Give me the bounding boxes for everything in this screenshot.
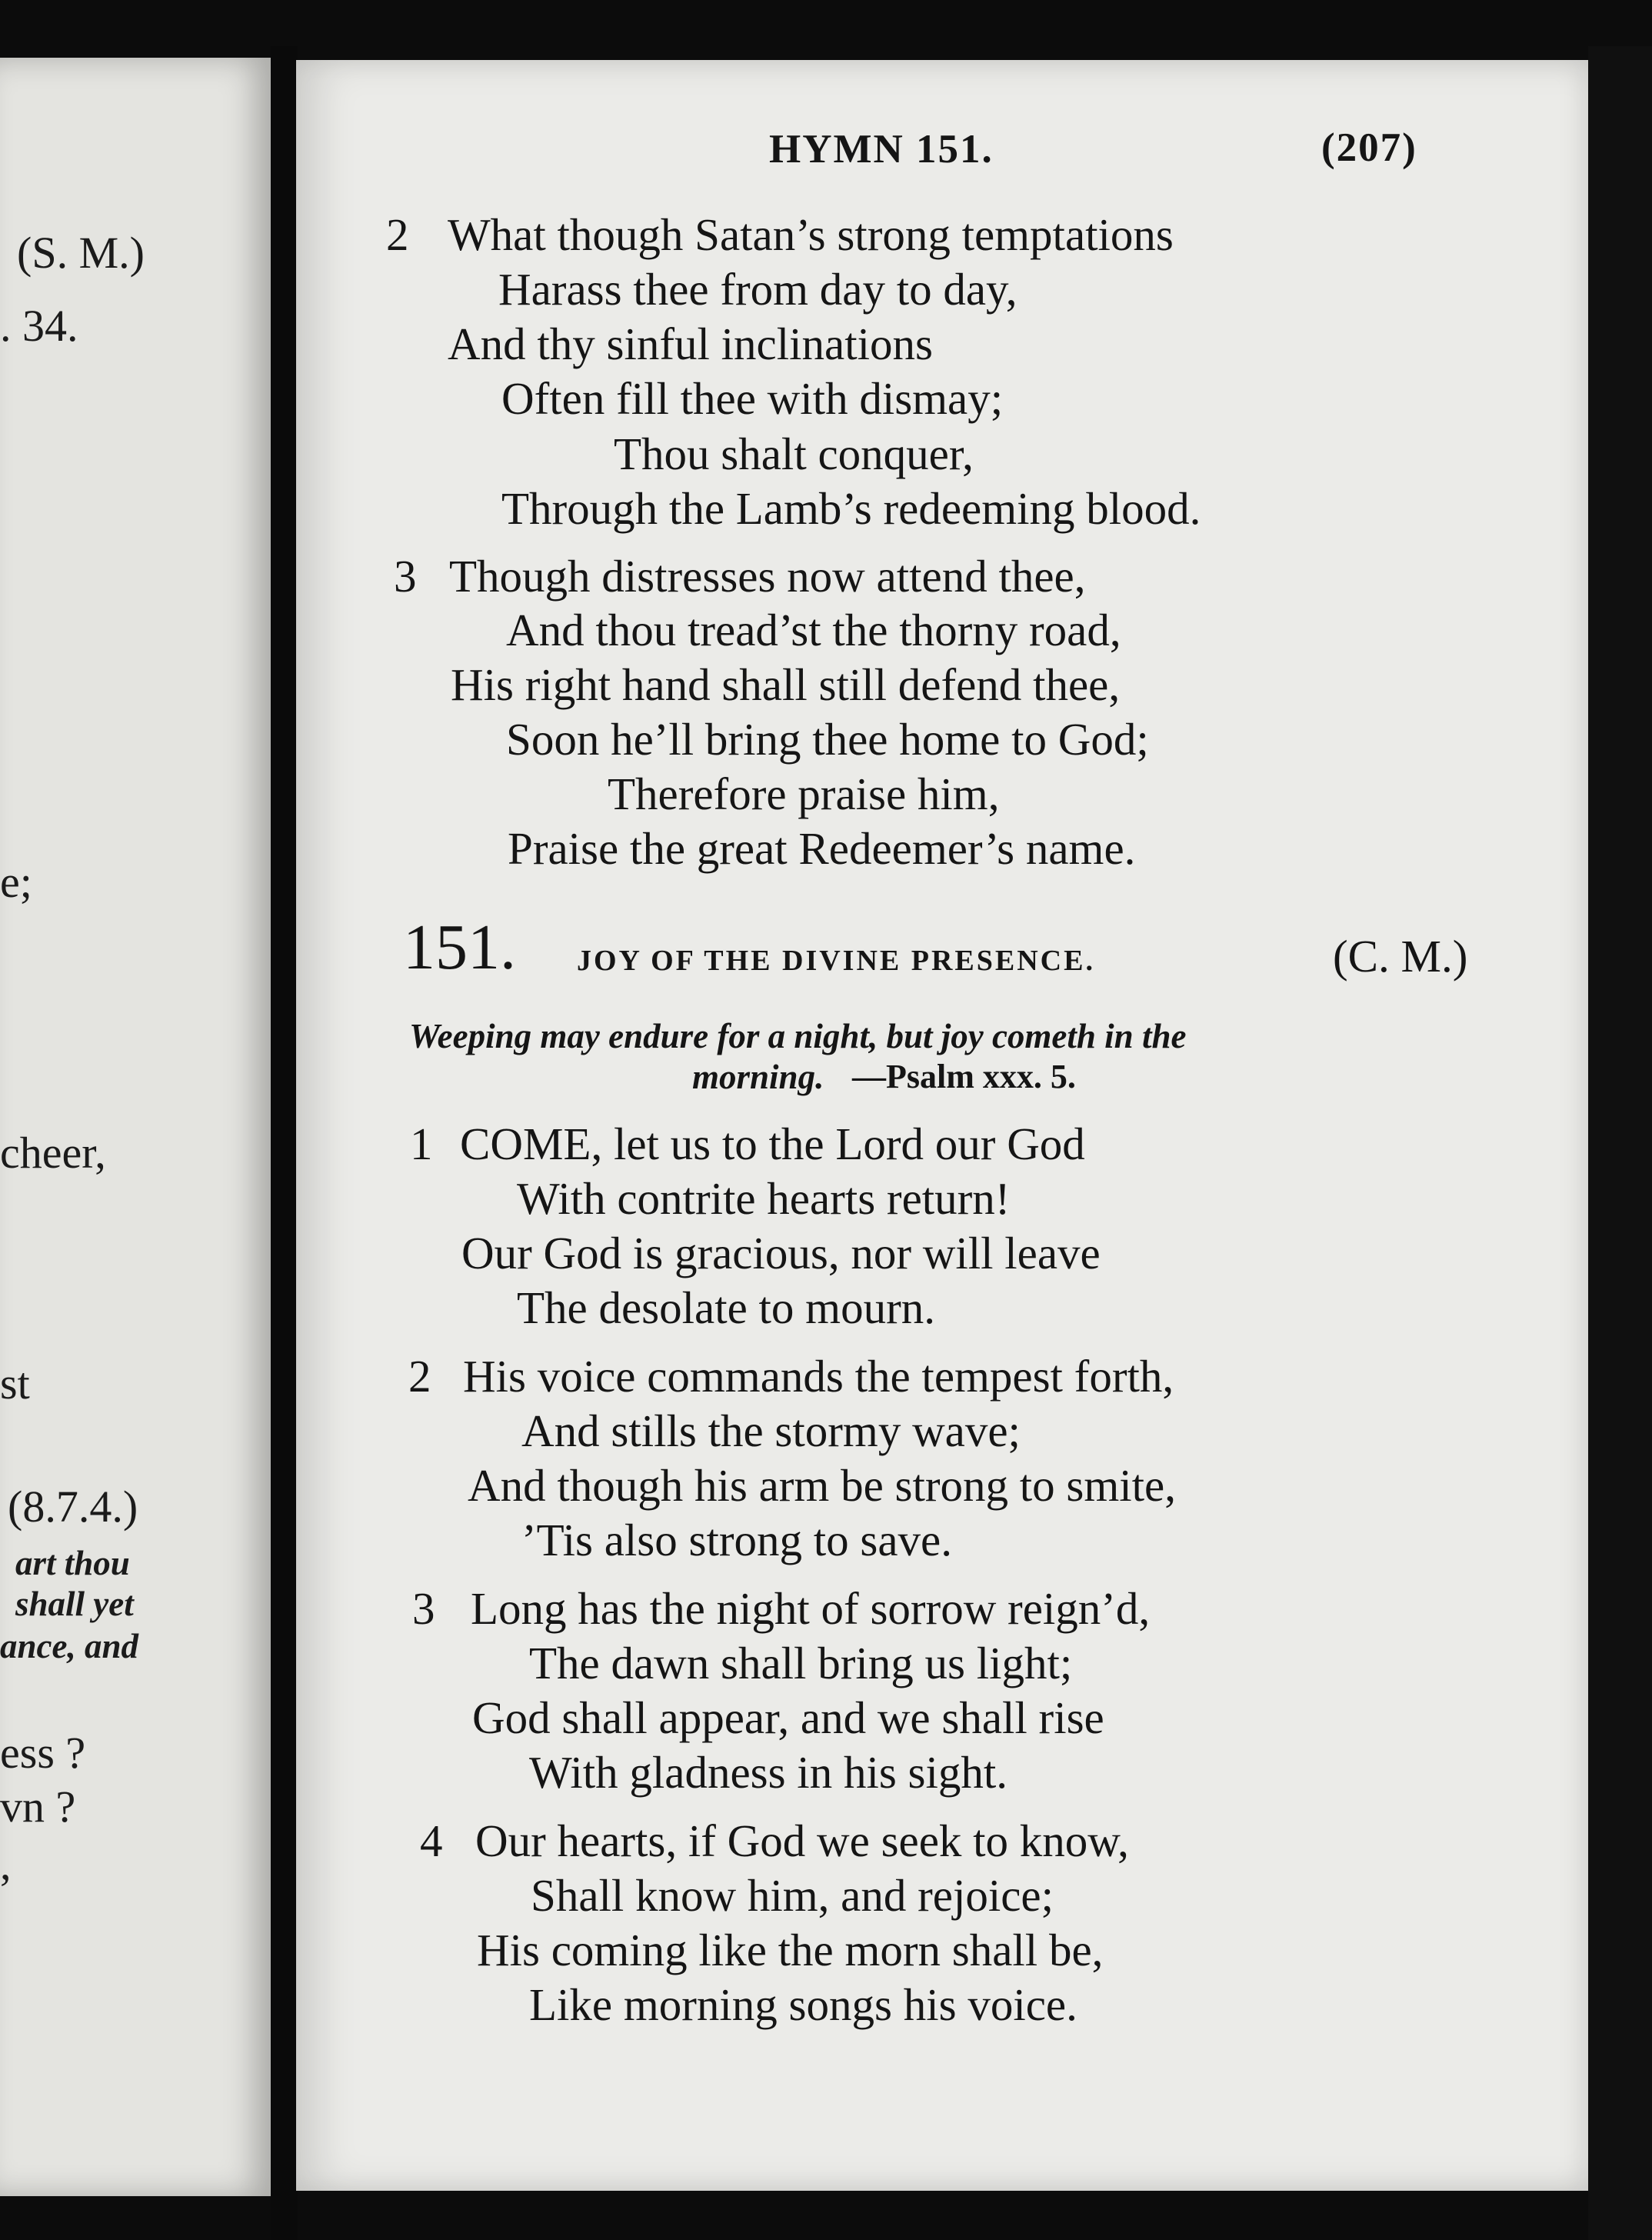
verse-line: And thy sinful inclinations — [448, 318, 933, 369]
page-edge-shadow — [1588, 46, 1652, 2240]
stanza-number: 2 — [408, 1351, 431, 1402]
verse-line: The desolate to mourn. — [517, 1282, 935, 1333]
hymn-title: JOY OF THE DIVINE PRESENCE. — [577, 945, 1095, 977]
epigraph-continuation: morning. — [692, 1058, 824, 1096]
stanza-number: 2 — [386, 209, 409, 260]
verse-line: With gladness in his sight. — [529, 1747, 1008, 1798]
epigraph-reference: —Psalm xxx. 5. — [852, 1058, 1076, 1095]
verse-line: With contrite hearts return! — [517, 1173, 1011, 1224]
verse-line: Like morning songs his voice. — [529, 1979, 1077, 2030]
verse-line: Our God is gracious, nor will leave — [461, 1228, 1101, 1278]
running-head: HYMN 151. — [769, 127, 994, 172]
verse-line: Though distresses now attend thee, — [449, 551, 1086, 602]
verse-line: His right hand shall still defend thee, — [451, 659, 1121, 710]
verse-line: God shall appear, and we shall rise — [472, 1692, 1104, 1743]
verse-line: Often fill thee with dismay; — [501, 373, 1004, 424]
verse-line: The dawn shall bring us light; — [529, 1638, 1073, 1688]
left-fragment-e: e; — [0, 857, 32, 907]
verse-line: Therefore praise him, — [608, 768, 1000, 819]
left-fragment-art-thou: art thou — [15, 1544, 130, 1582]
hymn-meter: (C. M.) — [1333, 931, 1468, 982]
stanza-number: 3 — [394, 551, 417, 602]
hymn-number: 151. — [403, 912, 516, 983]
verse-line: Shall know him, and rejoice; — [531, 1870, 1054, 1921]
verse-line: COME, let us to the Lord our God — [460, 1118, 1085, 1169]
verse-line: Harass thee from day to day, — [498, 264, 1018, 315]
left-fragment-ess: ess ? — [0, 1728, 86, 1778]
left-fragment-st: st — [0, 1358, 30, 1408]
verse-line: ’Tis also strong to save. — [521, 1515, 952, 1565]
book-spine — [271, 46, 298, 2240]
left-meter: (S. M.) — [17, 228, 145, 278]
left-fragment-ance: ance, and — [0, 1627, 138, 1665]
verse-line: Soon he’ll bring thee home to God; — [506, 714, 1149, 765]
verse-line: Thou shalt conquer, — [614, 428, 974, 479]
stanza-number: 4 — [420, 1815, 443, 1866]
left-page — [0, 58, 273, 2196]
verse-line: And stills the stormy wave; — [521, 1405, 1021, 1456]
left-fragment-vn: vn ? — [0, 1782, 76, 1832]
verse-line: And though his arm be strong to smite, — [468, 1460, 1176, 1511]
stanza-number: 3 — [412, 1583, 435, 1634]
left-fragment-shall-yet: shall yet — [15, 1585, 134, 1623]
verse-line: Praise the great Redeemer’s name. — [508, 823, 1136, 874]
epigraph: Weeping may endure for a night, but joy cometh in the — [409, 1017, 1187, 1055]
verse-line: His coming like the morn shall be, — [477, 1925, 1104, 1975]
left-fragment-cheer: cheer, — [0, 1128, 106, 1178]
left-fragment-comma: , — [0, 1839, 12, 1889]
verse-line: Through the Lamb’s redeeming blood. — [501, 483, 1201, 534]
verse-line: Long has the night of sorrow reign’d, — [471, 1583, 1151, 1634]
verse-line: And thou tread’st the thorny road, — [506, 605, 1121, 655]
page-number: (207) — [1321, 125, 1417, 170]
left-ref: . 34. — [0, 301, 78, 351]
left-meter-2: (8.7.4.) — [8, 1482, 138, 1532]
stanza-number: 1 — [410, 1118, 433, 1169]
verse-line: Our hearts, if God we seek to know, — [475, 1815, 1129, 1866]
verse-line: His voice commands the tempest forth, — [463, 1351, 1174, 1402]
verse-line: What though Satan’s strong temptations — [448, 209, 1174, 260]
